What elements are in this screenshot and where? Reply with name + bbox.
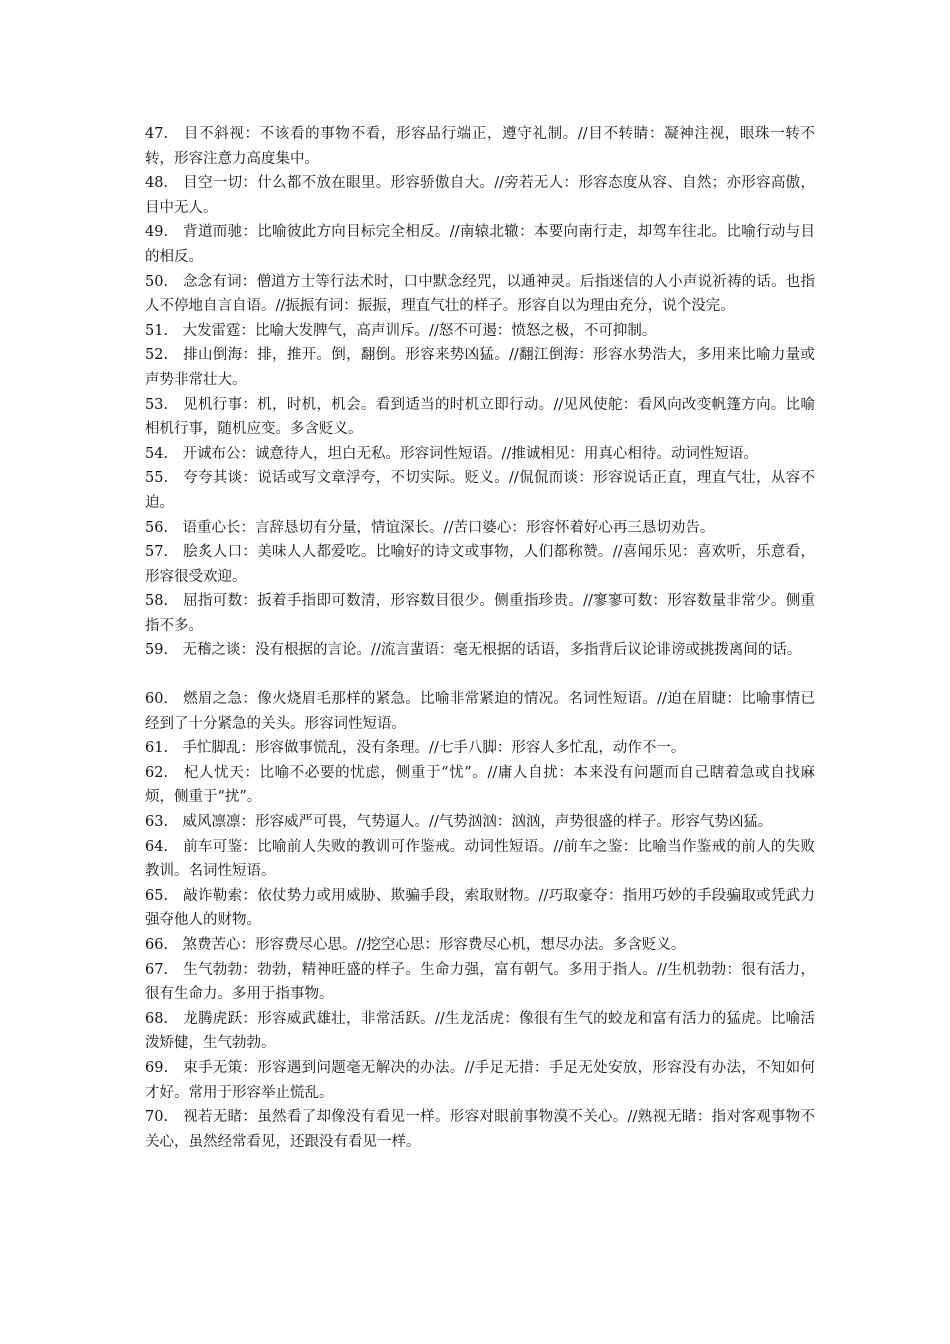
section-gap [145,663,815,687]
document-body [145,122,815,1154]
entry-67: 67. 生气勃勃：勃勃，精神旺盛的样子。生命力强，富有朝气。多用于指人。//生机勃勃：很有活力，很有生命力。多用于指事物。 [145,961,815,1003]
entries-section-2 [145,687,815,1154]
entry-47: 47. 目不斜视：不该看的事物不看，形容品行端正，遵守礼制。//目不转睛：凝神注视，眼珠一转不转，形容注意力高度集中。 [145,126,815,167]
entry-65: 65. 敲诈勒索：依仗势力或用威胁、欺骗手段，索取财物。//巧取豪夺：指用巧妙的手段骗取或凭武力强夺他人的财物。 [145,887,815,929]
entry-51: 51. 大发雷霆：比喻大发脾气，高声训斥。//怒不可遏：愤怒之极，不可抑制。 [145,322,657,339]
entry-64: 64. 前车可鉴：比喻前人失败的教训可作鉴戒。动词性短语。//前车之鉴：比喻当作鉴戒的前人的失败教训。名词性短语。 [145,838,815,880]
entry-61: 61. 手忙脚乱：形容做事慌乱，没有条理。//七手八脚：形容人多忙乱，动作不一。 [145,740,686,757]
entry-50: 50. 念念有词：僧道方士等行法术时，口中默念经咒，以通神灵。后指迷信的人小声说祈祷的话。也指人不停地自言自语。//振振有词：振振，理直气壮的样子。形容自以为理由充分，说个没完。 [145,273,815,315]
entry-60: 60. 燃眉之急：像火烧眉毛那样的紧急。比喻非常紧迫的情况。名词性短语。//迫在眉睫：比喻事情已经到了十分紧急的关头。形容词性短语。 [145,691,815,732]
entry-63: 63. 威风凛凛：形容威严可畏，气势逼人。//气势汹汹：汹汹，声势很盛的样子。形容气势凶猛。 [145,814,773,831]
entry-66: 66. 煞费苦心：形容费尽心思。//挖空心思：形容费尽心机，想尽办法。多含贬义。 [145,937,686,953]
entries-section-1 [145,122,815,663]
entry-53: 53. 见机行事：机，时机，机会。看到适当的时机立即行动。//见风使舵：看风向改变帆篷方向。比喻相机行事，随机应变。多含贬义。 [145,396,815,438]
entry-57: 57. 脍炙人口：美味人人都爱吃。比喻好的诗文或事物，人们都称赞。//喜闻乐见：喜欢听，乐意看，形容很受欢迎。 [145,544,815,585]
entry-52: 52. 排山倒海：排，推开。倒，翻倒。形容来势凶猛。//翻江倒海：形容水势浩大，多用来比喻力量或声势非常壮大。 [145,347,815,388]
entry-69: 69. 束手无策：形容遇到问题毫无解决的办法。//手足无措：手足无处安放，形容没有办法，不知如何才好。常用于形容举止慌乱。 [145,1059,815,1101]
entry-70: 70. 视若无睹：虽然看了却像没有看见一样。形容对眼前事物漠不关心。//熟视无睹：指对客观事物不关心，虽然经常看见，还跟没有看见一样。 [145,1109,815,1150]
entry-68: 68. 龙腾虎跃：形容威武雄壮，非常活跃。//生龙活虎：像很有生气的蛟龙和富有活力的猛虎。比喻活泼矫健，生气勃勃。 [145,1010,815,1052]
entry-58: 58. 屈指可数：扳着手指即可数清，形容数目很少。侧重指珍贵。//寥寥可数：形容数量非常少。侧重指不多。 [145,593,815,634]
entry-54: 54. 开诚布公：诚意待人，坦白无私。形容词性短语。//推诚相见：用真心相待。动词性短语。 [145,445,758,462]
entry-56: 56. 语重心长：言辞恳切有分量，情谊深长。//苦口婆心：形容怀着好心再三恳切劝告。 [145,519,715,536]
entry-48: 48. 目空一切：什么都不放在眼里。形容骄傲自大。//旁若无人：形容态度从容、自然；亦形容高傲，目中无人。 [145,175,815,216]
entry-49: 49. 背道而驰：比喻彼此方向目标完全相反。//南辕北辙：本要向南行走，却驾车往北。比喻行动与目的相反。 [145,224,815,265]
entry-55: 55. 夸夸其谈：说话或写文章浮夸，不切实际。贬义。//侃侃而谈：形容说话正直，理直气壮，从容不迫。 [145,470,815,511]
entry-62: 62. 杞人忧天：比喻不必要的忧虑，侧重于“忧”。//庸人自扰：本来没有问题而自己瞎着急或自找麻烦，侧重于“扰”。 [145,764,815,806]
entry-59: 59. 无稽之谈：没有根据的言论。//流言蜚语：毫无根据的话语，多指背后议论诽谤或挑拨离间的话。 [145,642,802,659]
